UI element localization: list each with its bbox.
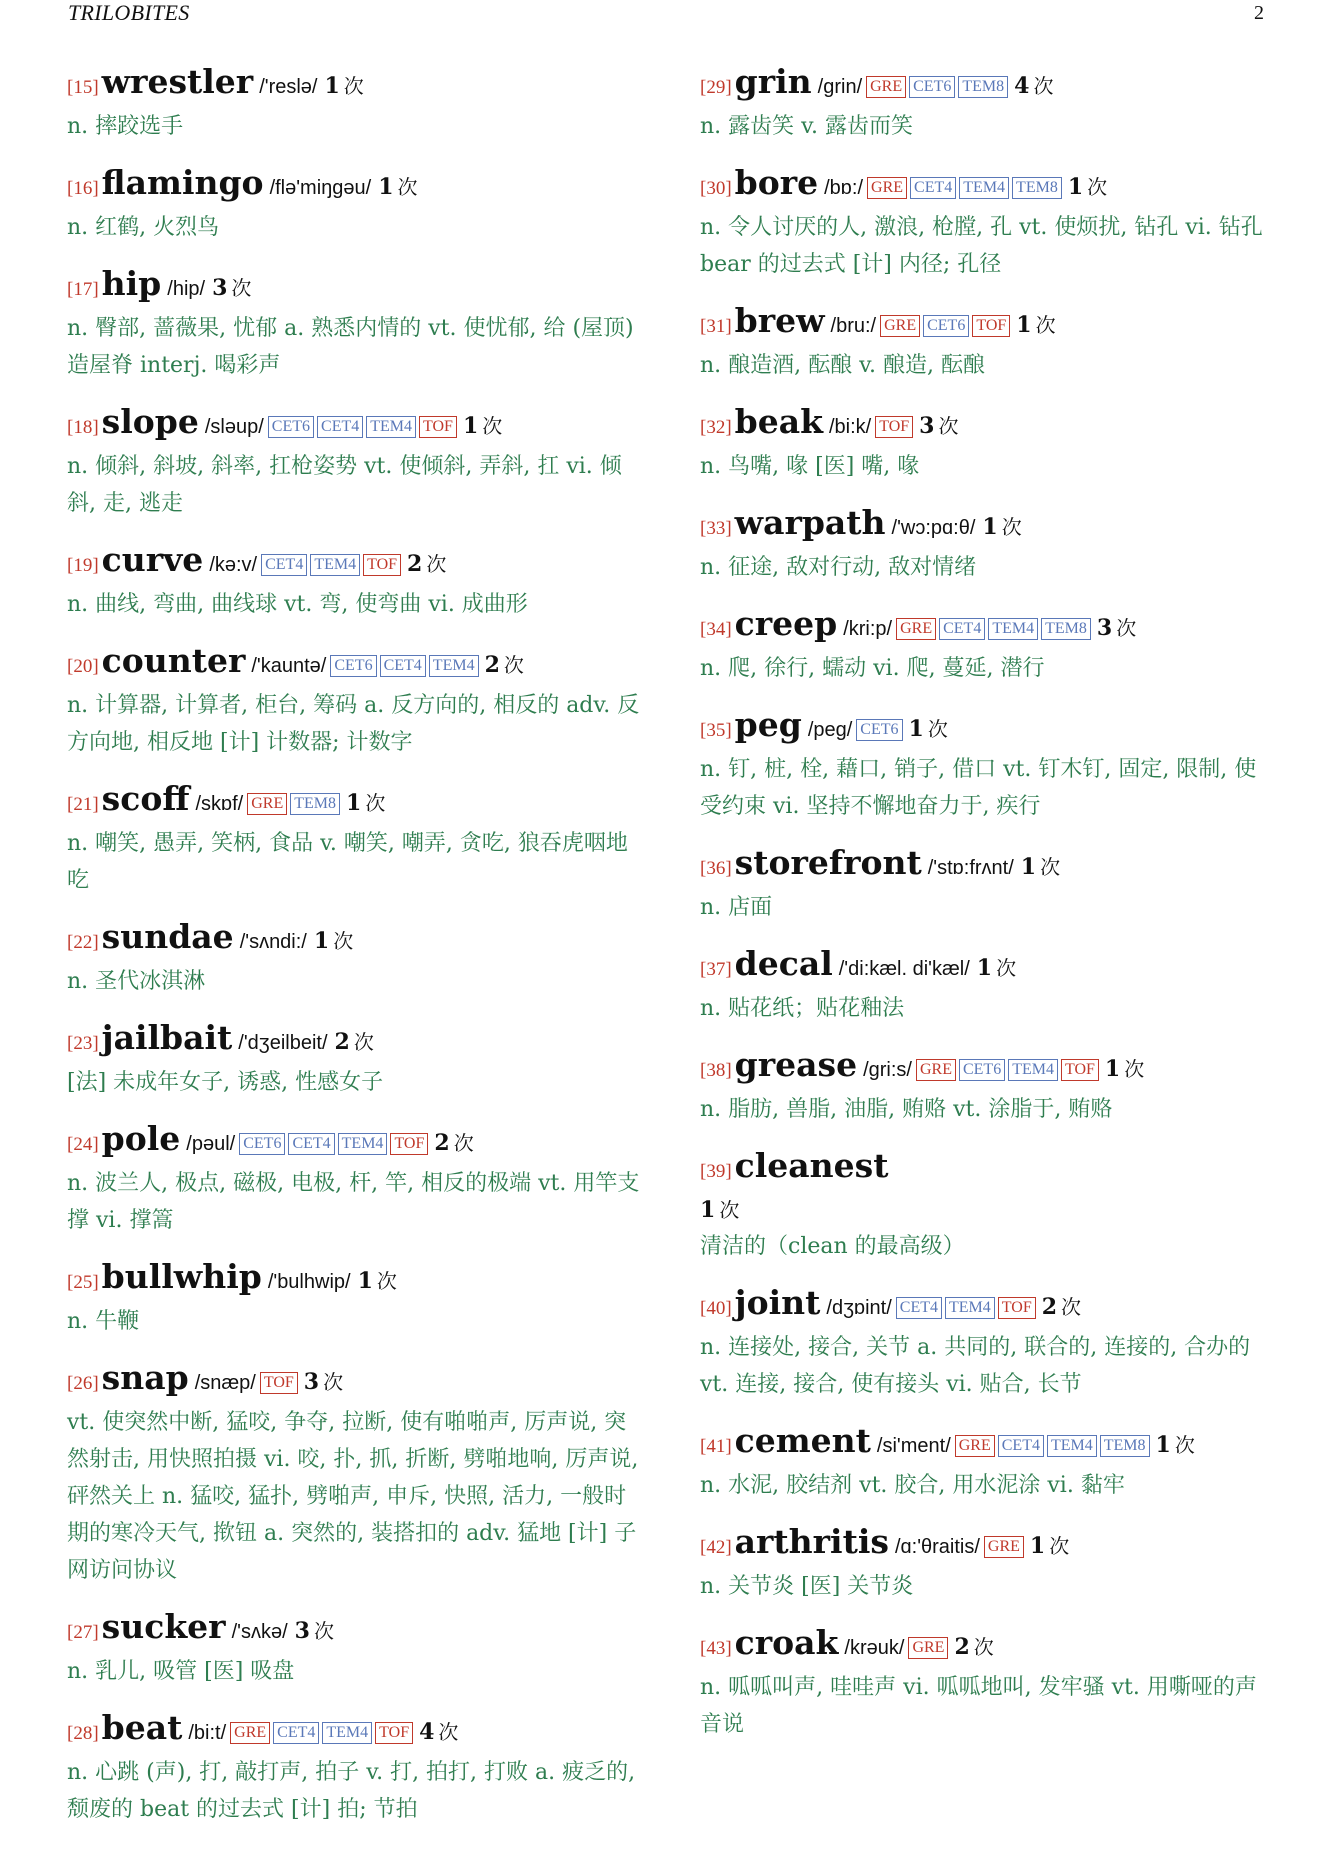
exam-tag: CET4	[380, 655, 426, 677]
headword: brew	[734, 301, 825, 340]
exam-tag: TEM8	[290, 793, 340, 815]
entry-headline	[700, 1522, 1272, 1568]
exam-tag: CET6	[856, 719, 902, 741]
entry-index: [27]	[67, 1622, 99, 1643]
exam-tag: TEM4	[1008, 1059, 1058, 1081]
vocab-entry	[67, 641, 643, 761]
phonetic: /krəuk/	[844, 1637, 905, 1659]
vocab-entry	[67, 264, 643, 384]
headword: pole	[101, 1119, 181, 1158]
vocab-entry	[67, 163, 643, 246]
definition: n. 爬, 徐行, 蠕动 vi. 爬, 蔓延, 潜行	[700, 656, 1045, 681]
entry-headline	[700, 62, 1272, 108]
vocab-entry	[67, 1119, 643, 1239]
exam-tag: CET6	[923, 315, 969, 337]
occurrence-count: 4 次	[1014, 73, 1054, 99]
exam-tag: GRE	[908, 1637, 948, 1659]
definition: n. 倾斜, 斜坡, 斜率, 扛枪姿势 vt. 使倾斜, 弄斜, 扛 vi. 倾斜, 走, 逃走	[67, 454, 622, 516]
definition: [法] 未成年女子, 诱惑, 性感女子	[67, 1070, 384, 1095]
occurrence-count: 1 次	[982, 514, 1022, 540]
occurrence-count: 3 次	[919, 413, 959, 439]
occurrence-count: 2 次	[954, 1634, 994, 1660]
phonetic: /dʒɒint/	[826, 1297, 892, 1319]
definition: n. 征途, 敌对行动, 敌对情绪	[700, 555, 977, 580]
vocab-entry	[700, 1623, 1272, 1743]
entry-headline	[700, 843, 1272, 889]
exam-tag: CET4	[910, 177, 956, 199]
exam-tag: TOF	[875, 416, 913, 438]
exam-tag: TEM4	[959, 177, 1009, 199]
entry-index: [21]	[67, 794, 99, 815]
vocab-entry	[67, 62, 643, 145]
headword: scoff	[101, 779, 190, 818]
exam-tag: CET6	[239, 1133, 285, 1155]
headword: sucker	[101, 1607, 226, 1646]
exam-tag: TOF	[1061, 1059, 1099, 1081]
occurrence-count: 3 次	[1096, 615, 1137, 641]
entry-index: [19]	[67, 555, 99, 576]
entry-headline	[67, 540, 643, 586]
definition: n. 鸟嘴, 喙 [医] 嘴, 喙	[700, 454, 920, 479]
exam-tag: GRE	[896, 618, 936, 640]
entry-index: [18]	[67, 417, 99, 438]
occurrence-count: 1 次	[1029, 1533, 1070, 1559]
phonetic: /'stɒ:frʌnt/	[927, 857, 1014, 879]
headword: sundae	[101, 917, 234, 956]
phonetic: /'sʌndi:/	[239, 931, 307, 953]
phonetic: /bru:/	[830, 315, 877, 337]
occurrence-count: 1 次	[313, 928, 354, 954]
vocab-entry	[67, 1358, 643, 1589]
exam-tag: TEM4	[310, 554, 360, 576]
entry-index: [34]	[700, 619, 732, 640]
definition: n. 红鹤, 火烈鸟	[67, 215, 220, 240]
occurrence-count: 1 次	[908, 716, 948, 742]
definition: n. 水泥, 胶结剂 vt. 胶合, 用水泥涂 vi. 黏牢	[700, 1473, 1125, 1498]
definition: n. 钉, 桩, 栓, 藉口, 销子, 借口 vt. 钉木钉, 固定, 限制, 使受约束 vi. 坚持不懈地奋力于, 疾行	[700, 757, 1257, 819]
vocab-entry	[700, 1146, 1272, 1265]
phonetic: /'sʌkə/	[231, 1621, 288, 1643]
phonetic: /ɑ:'θraitis/	[894, 1536, 980, 1558]
headword: grin	[734, 62, 812, 101]
entry-headline	[67, 1358, 643, 1404]
phonetic: /bɒ:/	[824, 177, 864, 199]
headword: curve	[101, 540, 204, 579]
entry-headline	[67, 1708, 643, 1754]
phonetic: /'kauntə/	[251, 655, 327, 677]
definition: n. 酿造酒, 酝酿 v. 酿造, 酝酿	[700, 353, 985, 378]
exam-tag: TEM4	[1047, 1435, 1097, 1457]
headword: slope	[101, 402, 199, 441]
entry-headline	[700, 1283, 1272, 1329]
entry-headline	[67, 62, 643, 108]
exam-tag: TEM4	[945, 1297, 995, 1319]
vocab-entry	[700, 163, 1272, 283]
entry-index: [37]	[700, 959, 732, 980]
entry-index: [31]	[700, 316, 732, 337]
occurrence-count: 1 次	[976, 955, 1017, 981]
phonetic: /si'ment/	[876, 1435, 951, 1457]
exam-tag: GRE	[247, 793, 287, 815]
occurrence-count: 1 次	[1155, 1432, 1195, 1458]
entry-index: [29]	[700, 77, 732, 98]
entry-headline	[700, 944, 1272, 990]
exam-tag: TEM8	[1012, 177, 1062, 199]
definition: n. 连接处, 接合, 关节 a. 共同的, 联合的, 连接的, 合办的 vt. 连接, 接合, 使有接头 vi. 贴合, 长节	[700, 1335, 1251, 1397]
headword: creep	[734, 604, 838, 643]
exam-tag: TEM4	[988, 618, 1038, 640]
exam-tag: CET6	[959, 1059, 1005, 1081]
phonetic: /peg/	[807, 719, 853, 741]
exam-tag: CET4	[261, 554, 307, 576]
occurrence-count: 1 次	[357, 1268, 397, 1294]
definition: n. 露齿笑 v. 露齿而笑	[700, 114, 913, 139]
vocab-entry	[700, 402, 1272, 485]
headword: warpath	[734, 503, 886, 542]
entry-headline	[67, 1018, 643, 1064]
phonetic: /sləup/	[204, 416, 264, 438]
vocab-entry	[700, 1421, 1272, 1504]
headword: beak	[734, 402, 823, 441]
vocab-entry	[67, 917, 643, 1000]
headword: bullwhip	[101, 1257, 262, 1296]
phonetic: /pəul/	[186, 1133, 236, 1155]
headword: hip	[101, 264, 162, 303]
headword: storefront	[734, 843, 922, 882]
exam-tag: CET6	[330, 655, 376, 677]
vocab-entry	[700, 503, 1272, 586]
exam-tag: TOF	[375, 1722, 413, 1744]
definition: n. 店面	[700, 895, 773, 920]
definition: n. 贴花纸；贴花釉法	[700, 996, 905, 1021]
page-number: 2	[1254, 2, 1264, 24]
entry-index: [41]	[700, 1436, 732, 1457]
vocab-entry	[700, 62, 1272, 145]
phonetic: /'wɔ:pɑ:θ/	[891, 517, 976, 539]
headword: counter	[101, 641, 246, 680]
headword: jailbait	[101, 1018, 233, 1057]
definition: n. 乳儿, 吸管 [医] 吸盘	[67, 1659, 295, 1684]
occurrence-count: 1 次	[700, 1197, 740, 1223]
vocab-entry	[67, 402, 643, 522]
entry-headline	[67, 779, 643, 825]
vocab-entry	[67, 1607, 643, 1690]
phonetic: /'bulhwip/	[267, 1271, 351, 1293]
entry-headline	[67, 641, 643, 687]
entry-headline	[67, 402, 643, 448]
exam-tag: GRE	[984, 1536, 1024, 1558]
exam-tag: GRE	[867, 177, 907, 199]
headword: wrestler	[101, 62, 254, 101]
occurrence-count: 1 次	[324, 73, 364, 99]
occurrence-count: 2 次	[484, 652, 524, 678]
exam-tag: TEM4	[338, 1133, 388, 1155]
entry-headline	[67, 264, 643, 310]
definition: n. 心跳 (声), 打, 敲打声, 拍子 v. 打, 拍打, 打败 a. 疲乏的, 颓废的 beat 的过去式 [计] 拍; 节拍	[67, 1760, 636, 1822]
exam-tag: TEM4	[322, 1722, 372, 1744]
entry-headline	[700, 402, 1272, 448]
occurrence-count: 1 次	[346, 790, 386, 816]
definition: n. 令人讨厌的人, 激浪, 枪膛, 孔 vt. 使烦扰, 钻孔 vi. 钻孔 bear 的过去式 [计] 内径; 孔径	[700, 215, 1263, 277]
occurrence-count: 1 次	[1020, 854, 1061, 880]
vocab-entry	[700, 705, 1272, 825]
occurrence-count: 2 次	[334, 1029, 374, 1055]
definition: n. 计算器, 计算者, 柜台, 筹码 a. 反方向的, 相反的 adv. 反方向地, 相反地 [计] 计数器; 计数字	[67, 693, 640, 755]
vocab-entry	[67, 1018, 643, 1101]
entry-index: [22]	[67, 932, 99, 953]
vocab-entry	[67, 540, 643, 623]
occurrence-count: 1 次	[1104, 1056, 1145, 1082]
occurrence-count: 3 次	[212, 275, 252, 301]
vocab-entry	[700, 1283, 1272, 1403]
headword: snap	[101, 1358, 189, 1397]
entry-headline	[700, 301, 1272, 347]
vocab-entry	[67, 1257, 643, 1340]
occurrence-count: 3 次	[303, 1369, 344, 1395]
left-column	[67, 62, 643, 1846]
definition: n. 牛鞭	[67, 1309, 140, 1334]
entry-headline	[67, 1257, 643, 1303]
phonetic: /kri:p/	[843, 618, 893, 640]
phonetic: /snæp/	[194, 1372, 256, 1394]
entry-index: [20]	[67, 656, 99, 677]
exam-tag: GRE	[955, 1435, 995, 1457]
exam-tag: TEM4	[366, 416, 416, 438]
headword: croak	[734, 1623, 839, 1662]
definition: vt. 使突然中断, 猛咬, 争夺, 拉断, 使有啪啪声, 厉声说, 突然射击, 用快照拍摄 vi. 咬, 扑, 抓, 折断, 劈啪地响, 厉声说, 砰然关上 n. 猛咬, 猛扑, 劈啪声, 申斥, 快照, 活力, 一般时期的寒冷天气, 揿钮 a. 突然的, 装搭扣的 adv. 猛地 [计] 子网访问协议	[67, 1410, 639, 1583]
occurrence-count: 3 次	[294, 1618, 334, 1644]
exam-tag: TOF	[363, 554, 401, 576]
exam-tag: CET4	[317, 416, 363, 438]
occurrence-count: 1 次	[462, 413, 503, 439]
headword: decal	[734, 944, 833, 983]
phonetic: /'di:kæl. di'kæl/	[838, 958, 970, 980]
definition: n. 关节炎 [医] 关节炎	[700, 1574, 914, 1599]
entry-headline	[700, 1045, 1272, 1091]
definition: n. 圣代冰淇淋	[67, 969, 206, 994]
entry-headline	[67, 163, 643, 209]
vocab-entry	[700, 301, 1272, 384]
exam-tag: GRE	[230, 1722, 270, 1744]
exam-tag: TEM8	[1100, 1435, 1150, 1457]
entry-headline	[700, 604, 1272, 650]
exam-tag: CET4	[273, 1722, 319, 1744]
entry-index: [36]	[700, 858, 732, 879]
headword: peg	[734, 705, 802, 744]
headword: cleanest	[734, 1146, 889, 1185]
exam-tag: GRE	[880, 315, 920, 337]
phonetic: /bi:k/	[828, 416, 872, 438]
entry-index: [17]	[67, 279, 99, 300]
headword: arthritis	[734, 1522, 889, 1561]
exam-tag: GRE	[916, 1059, 956, 1081]
phonetic: /gri:s/	[863, 1059, 912, 1081]
headword: beat	[101, 1708, 183, 1747]
exam-tag: CET6	[909, 76, 955, 98]
exam-tag: TOF	[419, 416, 457, 438]
entry-index: [42]	[700, 1537, 732, 1558]
exam-tag: GRE	[866, 76, 906, 98]
phonetic: /'dʒeilbeit/	[238, 1032, 328, 1054]
exam-tag: CET4	[939, 618, 985, 640]
exam-tag: TEM8	[1041, 618, 1091, 640]
entry-index: [38]	[700, 1060, 732, 1081]
entry-headline	[67, 917, 643, 963]
entry-index: [39]	[700, 1161, 732, 1182]
entry-headline	[700, 1421, 1272, 1467]
exam-tag: TOF	[972, 315, 1010, 337]
entry-headline	[67, 1607, 643, 1653]
phonetic: /hip/	[167, 278, 206, 300]
occurrence-count: 1 次	[378, 174, 418, 200]
occurrence-count: 2 次	[1041, 1294, 1082, 1320]
entry-headline	[700, 163, 1272, 209]
vocab-entry	[67, 1708, 643, 1828]
entry-index: [28]	[67, 1723, 99, 1744]
definition: n. 波兰人, 极点, 磁极, 电极, 杆, 竿, 相反的极端 vt. 用竿支撑 vi. 撑篙	[67, 1171, 640, 1233]
headword: bore	[734, 163, 819, 202]
definition: n. 脂肪, 兽脂, 油脂, 贿赂 vt. 涂脂于, 贿赂	[700, 1097, 1113, 1122]
entry-index: [30]	[700, 178, 732, 199]
exam-tag: CET4	[288, 1133, 334, 1155]
occurrence-count: 4 次	[419, 1719, 459, 1745]
phonetic: /grin/	[817, 76, 863, 98]
entry-index: [15]	[67, 77, 99, 98]
entry-index: [32]	[700, 417, 732, 438]
exam-tag: TEM4	[429, 655, 479, 677]
vocab-entry	[700, 1045, 1272, 1128]
occurrence-count: 2 次	[434, 1130, 474, 1156]
exam-tag: TOF	[998, 1297, 1036, 1319]
definition: n. 曲线, 弯曲, 曲线球 vt. 弯, 使弯曲 vi. 成曲形	[67, 592, 528, 617]
entry-index: [26]	[67, 1373, 99, 1394]
phonetic: /flə'miŋgəu/	[269, 177, 372, 199]
entry-headline	[700, 503, 1272, 549]
definition: n. 摔跤选手	[67, 114, 184, 139]
vocab-entry	[700, 843, 1272, 926]
running-header-title: TRILOBITES	[68, 0, 190, 25]
definition: n. 嘲笑, 愚弄, 笑柄, 食品 v. 嘲笑, 嘲弄, 贪吃, 狼吞虎咽地吃	[67, 831, 628, 893]
entry-index: [43]	[700, 1638, 732, 1659]
exam-tag: CET4	[896, 1297, 942, 1319]
entry-index: [35]	[700, 720, 732, 741]
entry-headline	[700, 705, 1272, 751]
vocab-entry	[700, 1522, 1272, 1605]
phonetic: /skɒf/	[195, 793, 244, 815]
exam-tag: TEM8	[958, 76, 1008, 98]
exam-tag: CET4	[998, 1435, 1044, 1457]
headword: joint	[734, 1283, 821, 1322]
vocab-entry	[67, 779, 643, 899]
occurrence-count: 2 次	[407, 551, 447, 577]
entry-headline	[67, 1119, 643, 1165]
headword: grease	[734, 1045, 858, 1084]
phonetic: /kə:v/	[209, 554, 258, 576]
exam-tag: TOF	[260, 1372, 298, 1394]
vocab-entry	[700, 944, 1272, 1027]
definition: 清洁的（clean 的最高级）	[700, 1234, 965, 1259]
entry-index: [23]	[67, 1033, 99, 1054]
entry-index: [40]	[700, 1298, 732, 1319]
entry-index: [25]	[67, 1272, 99, 1293]
definition: n. 呱呱叫声, 哇哇声 vi. 呱呱地叫, 发牢骚 vt. 用嘶哑的声音说	[700, 1675, 1257, 1737]
entry-index: [33]	[700, 518, 732, 539]
entry-headline	[700, 1146, 1272, 1192]
right-column	[700, 62, 1272, 1761]
headword: cement	[734, 1421, 871, 1460]
definition: n. 臀部, 蔷薇果, 忧郁 a. 熟悉内情的 vt. 使忧郁, 给 (屋顶) 造屋脊 interj. 喝彩声	[67, 316, 634, 378]
entry-headline	[700, 1623, 1272, 1669]
exam-tag: CET6	[268, 416, 314, 438]
headword: flamingo	[101, 163, 264, 202]
vocab-entry	[700, 604, 1272, 687]
entry-index: [24]	[67, 1134, 99, 1155]
exam-tag: TOF	[390, 1133, 428, 1155]
entry-index: [16]	[67, 178, 99, 199]
occurrence-count: 1 次	[1067, 174, 1108, 200]
occurrence-count: 1 次	[1016, 312, 1056, 338]
phonetic: /'reslə/	[259, 76, 318, 98]
phonetic: /bi:t/	[188, 1722, 227, 1744]
